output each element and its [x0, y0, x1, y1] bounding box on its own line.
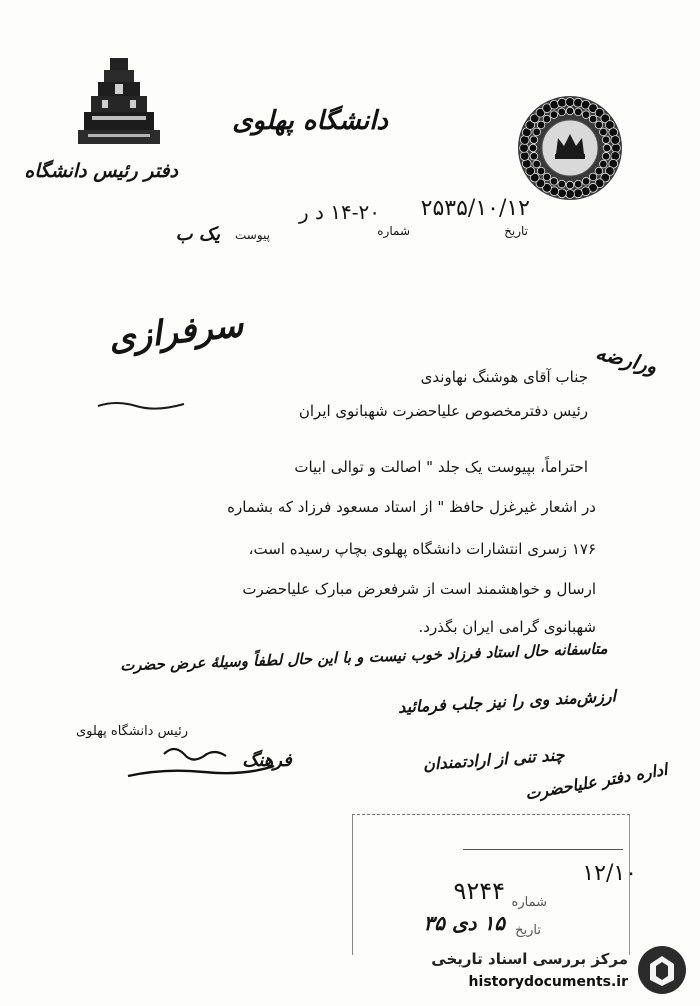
seal-dot [600, 128, 608, 136]
seal-dot [558, 108, 566, 116]
seal-dot [589, 173, 597, 181]
crown-band [555, 154, 585, 159]
stamp-number-label: شماره [511, 895, 547, 910]
watermark-logo [636, 944, 688, 996]
body-line-5: شهبانوی گرامی ایران بگذرد. [418, 618, 596, 636]
signature-name: فرهنگ [242, 750, 292, 771]
seal-dot [566, 181, 574, 189]
seal-dot [537, 167, 545, 175]
seal-dot [574, 189, 583, 198]
seal-dot [600, 160, 608, 168]
receipt-handwritten-note: اداره دفتر علیاحضرت [523, 759, 669, 804]
seal-dot [529, 144, 537, 152]
attachment-value: یک ب [175, 224, 220, 245]
seal-dot [558, 180, 566, 188]
seal-dot [550, 178, 558, 186]
date-value: ۲۵۳۵/۱۰/۱۲ [420, 196, 530, 221]
number-value: ۱۴-۲۰ د ر [298, 200, 380, 224]
stamp-date-value: ۱۵ دی ۳۵ [423, 911, 505, 935]
watermark-name: مرکز بررسی اسناد تاریخی [431, 950, 628, 968]
watermark-url: historydocuments.ir [468, 974, 628, 990]
postscript-line-3: چند تنی از ارادتمندان [422, 745, 565, 774]
signatory-title: رئیس دانشگاه پهلوی [75, 724, 188, 739]
receipt-stamp [352, 814, 637, 955]
number-label: شماره [377, 224, 410, 238]
seal-dot [602, 136, 610, 144]
seal-dot [566, 190, 575, 199]
seal-dot [574, 180, 582, 188]
seal-dot [602, 152, 610, 160]
seal-dot [603, 144, 611, 152]
stamp-date-label: تاریخ [515, 923, 541, 938]
seal-dot [533, 128, 541, 136]
body-line-3: ۱۷۶ زسری انتشارات دانشگاه پهلوی بچاپ رسیده است، [248, 540, 596, 558]
seal-dot [566, 98, 575, 107]
stamp-date-top: ۱۲/۱۰ [582, 861, 637, 886]
seal-dot [611, 136, 620, 145]
body-line-4: ارسال و خواهشمند است از شرفعرض مبارک علیاحضرت [242, 580, 596, 598]
seal-dot [595, 167, 603, 175]
date-label: تاریخ [504, 224, 528, 238]
office-name: دفتر رئیس دانشگاه [24, 160, 178, 182]
seal-dot [589, 115, 597, 123]
seal-dot [520, 144, 529, 153]
seal-dot [530, 152, 538, 160]
handwritten-underline [96, 396, 186, 412]
seal-dot [543, 115, 551, 123]
seal-dot [582, 178, 590, 186]
seal-dot [537, 121, 545, 129]
seal-dot [612, 144, 621, 153]
seal-dot [550, 111, 558, 119]
university-title: دانشگاه پهلوی [232, 106, 388, 136]
addressee-line-2: رئیس دفترمخصوص علیاحضرت شهبانوی ایران [298, 402, 588, 420]
stamp-divider [463, 849, 623, 850]
seal-dot [566, 107, 574, 115]
seal-dot [595, 121, 603, 129]
seal-dot [574, 108, 582, 116]
handwritten-name-note: سرفرازی [106, 305, 246, 359]
seal-dot [582, 111, 590, 119]
university-logo [78, 56, 160, 146]
seal-dot [543, 173, 551, 181]
postscript-line-2: ارزش‌مند وی را نیز جلب فرمائید [397, 686, 617, 717]
body-line-2: در اشعار غیرغزل حافظ " از استاد مسعود فرزاد که بشماره [227, 498, 596, 516]
body-line-1: احتراماً، بپیوست یک جلد " اصالت و توالی ابیات [294, 458, 588, 476]
seal-dot [558, 98, 567, 107]
postscript-line-1: متاسفانه حال استاد فرزاد خوب نیست و با این حال لطفاً وسیلهٔ عرض حضرت [120, 639, 609, 675]
seal-dot [520, 152, 529, 161]
seal-dot [533, 160, 541, 168]
stamp-number-value: ۹۲۴۴ [453, 877, 505, 905]
reference-line [130, 196, 530, 246]
addressee-line-1: جناب آقای هوشنگ نهاوندی [420, 368, 588, 386]
seal-dot [530, 136, 538, 144]
marginal-note: ورارضه [593, 340, 660, 379]
attachment-label: پیوست [235, 228, 270, 242]
imperial-seal [500, 94, 640, 202]
